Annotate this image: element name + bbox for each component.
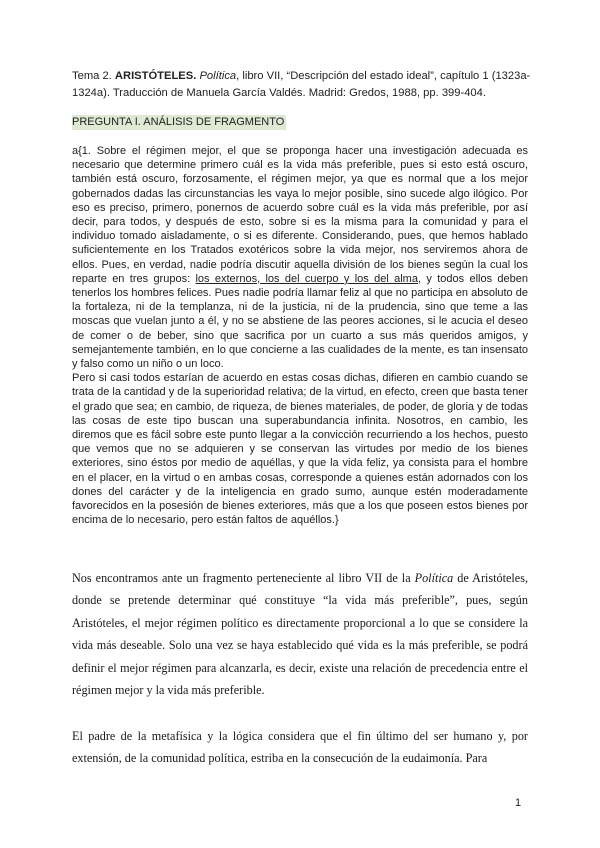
commentary-paragraph-1 — [72, 567, 528, 701]
commentary-paragraph-2: El padre de la metafísica y la lógica considera que el fin último del ser humano y, por extensión, de la comunidad política, estriba en la consecución de la eudaimonía. Para — [72, 729, 528, 766]
commentary-work-title: Política — [414, 571, 454, 585]
commentary-text-b: de Aristóteles, donde se pretende determinar qué constituye “la vida más preferible”, pues, según Aristóteles, el mejor régimen político es directamente proporcional a lo que se considere la vida más deseable. Solo una vez se haya establecido qué vida es la más preferible, se podrá definir el mejor régimen para alcanzarla, es decir, existe una relación de precedencia entre el régimen mejor y la vida más preferible. — [72, 571, 528, 698]
section-heading: PREGUNTA I. ANÁLISIS DE FRAGMENTO — [72, 116, 285, 128]
quoted-fragment — [72, 144, 528, 527]
page-number: 1 — [515, 797, 522, 809]
fragment-text-a: a{1. Sobre el régimen mejor, el que se proponga hacer una investigación adecuada es necesario que determine primero cuál es la vida más preferible, pues si esto está oscuro, también está oscuro, forzosamente, el régimen mejor, ya que es normal que a los mejor gobernados dadas las circunstancias les vaya lo mejor posible, sino sucede algo ilógico. Por eso es preciso, primero, ponernos de acuerdo sobre cuál es la vida más preferible, por así decir, para todos, y después de esto, sobre si es la misma para la comunidad y para el individuo tomado aisladamente, o si es diferente. Considerando, pues, que hemos hablado suficientemente en los Tratados exotéricos sobre la vida mejor, nos serviremos ahora de ellos. Pues, en verdad, nadie podría discutir aquella división de los bienes según la cual los reparte en tres grupos: — [72, 145, 528, 285]
fragment-paragraph-2: Pero si casi todos estarían de acuerdo en estas cosas dichas, difieren en cambio cuando se trata de la cantidad y de la superioridad relativa; de la virtud, en efecto, creen que basta tener el grado que sea; en cambio, de riqueza, de bienes materiales, de poder, de gloria y de todas las cosas de este tipo buscan una superabundancia infinita. Nosotros, en cambio, les diremos que es fácil sobre este punto llegar a la convicción recurriendo a los hechos, puesto que vemos que no se adquieren y se conservan las virtudes por medio de los bienes exteriores, sino éstos por medio de aquéllas, y que la vida feliz, ya consista para el hombre en el placer, en la virtud o en ambas cosas, corresponde a quienes están adornados con los dones del carácter y de la inteligencia en grado sumo, aunque estén moderadamente favorecidos en la posesión de bienes exteriores, más que a los que poseen estos bienes por encima de lo necesario, pero están faltos de aquéllos.} — [72, 372, 528, 527]
reference-header — [72, 68, 532, 102]
header-author: ARISTÓTELES. — [114, 70, 197, 82]
header-citation: , libro VII, “Descripción del estado ideal”, capítulo 1 (1323a-1324a). Traducción de Manuela García Valdés. Madrid: Gredos, 1988, pp. 399-404. — [72, 70, 531, 99]
fragment-text-b: , y todos ellos deben tenerlos los hombres felices. Pues nadie podría llamar feliz al que no participa en absoluto de la fortaleza, ni de la templanza, ni de la justicia, ni de la prudencia, sino que teme a las moscas que vuelan junto a él, y no se abstiene de las peores acciones, si le acucia el deseo de comer o de beber, sino que sacrifica por un cuarto a sus más queridos amigos, y semejantemente también, en lo que concierne a las cualidades de la mente, es tan insensato y falso como un niño o un loco. — [72, 272, 529, 371]
commentary-text-a: Nos encontramos ante un fragmento perteneciente al libro VII de la — [72, 571, 415, 585]
fragment-paragraph-1 — [72, 144, 528, 371]
header-work-title: Política — [199, 70, 237, 82]
fragment-underlined-text: los externos, los del cuerpo y los del alma — [195, 272, 418, 285]
header-prefix: Tema 2. — [72, 70, 115, 82]
